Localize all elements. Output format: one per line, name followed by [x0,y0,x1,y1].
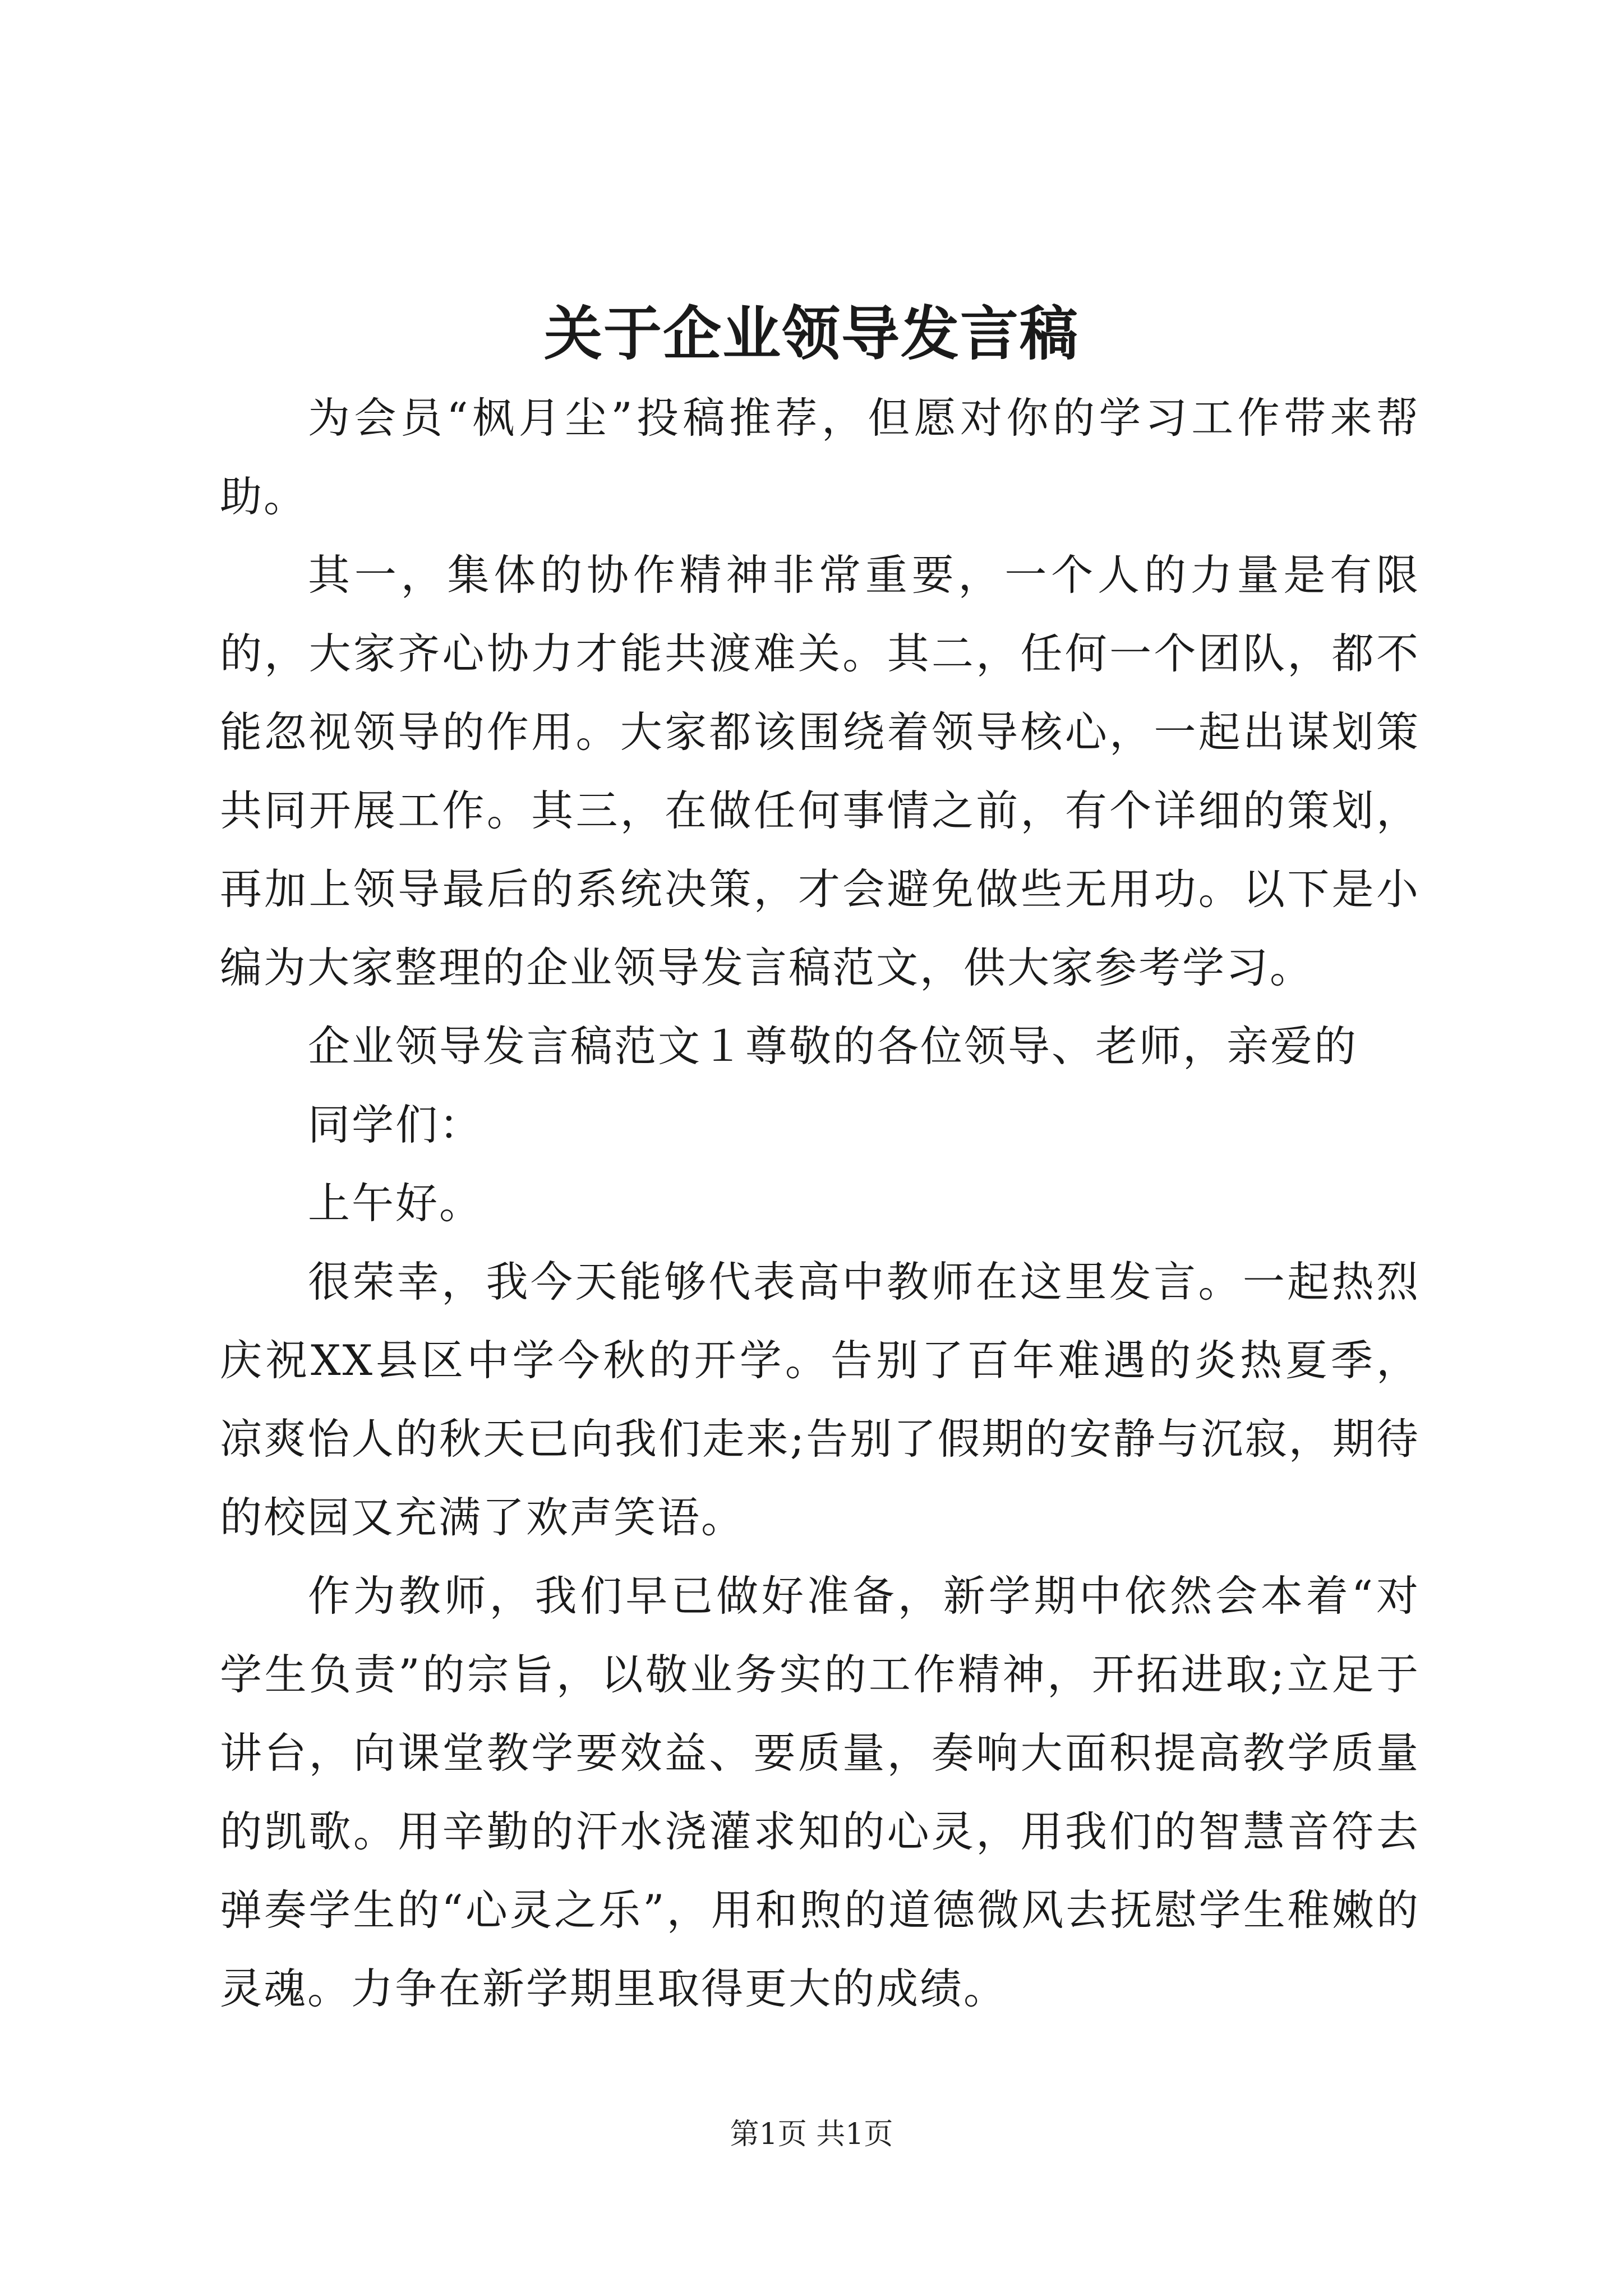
document-title: 关于企业领导发言稿 [543,299,1079,368]
paragraph-6: 作为教师，我们早已做好准备，新学期中依然会本着“对学生负责”的宗旨，以敬业务实的工作精神，开拓进取;立足于讲台，向课堂教学要效益、要质量，奏响大面积提高教学质量的凯歌。用辛勤的汗水浇灌求知的心灵，用我们的智慧音符去弹奏学生的“心灵之乐”，用和煦的道德微风去抚慰学生稚嫩的灵魂。力争在新学期里取得更大的成绩。 [220,1571,1420,2013]
page-footer: 第1页 共1页 [730,2118,893,2151]
paragraph-3: 同学们： [308,1100,483,1149]
paragraph-intro: 为会员“枫月尘”投稿推荐，但愿对你的学习工作带来帮助。 [220,393,1420,521]
document-body [220,379,1420,2028]
paragraph-4: 上午好。 [308,1179,483,1228]
paragraph-5: 很荣幸，我今天能够代表高中教师在这里发言。一起热烈庆祝XX县区中学今秋的开学。告别了百年难遇的炎热夏季，凉爽怡人的秋天已向我们走来;告别了假期的安静与沉寂，期待的校园又充满了欢声笑语。 [220,1257,1420,1542]
paragraph-2: 企业领导发言稿范文１尊敬的各位领导、老师，亲爱的 [308,1022,1358,1071]
paragraph-1: 其一，集体的协作精神非常重要，一个人的力量是有限的，大家齐心协力才能共渡难关。其二，任何一个团队，都不能忽视领导的作用。大家都该围绕着领导核心，一起出谋划策共同开展工作。其三，在做任何事情之前，有个详细的策划，再加上领导最后的系统决策，才会避免做些无用功。以下是小编为大家整理的企业领导发言稿范文，供大家参考学习。 [220,550,1420,992]
